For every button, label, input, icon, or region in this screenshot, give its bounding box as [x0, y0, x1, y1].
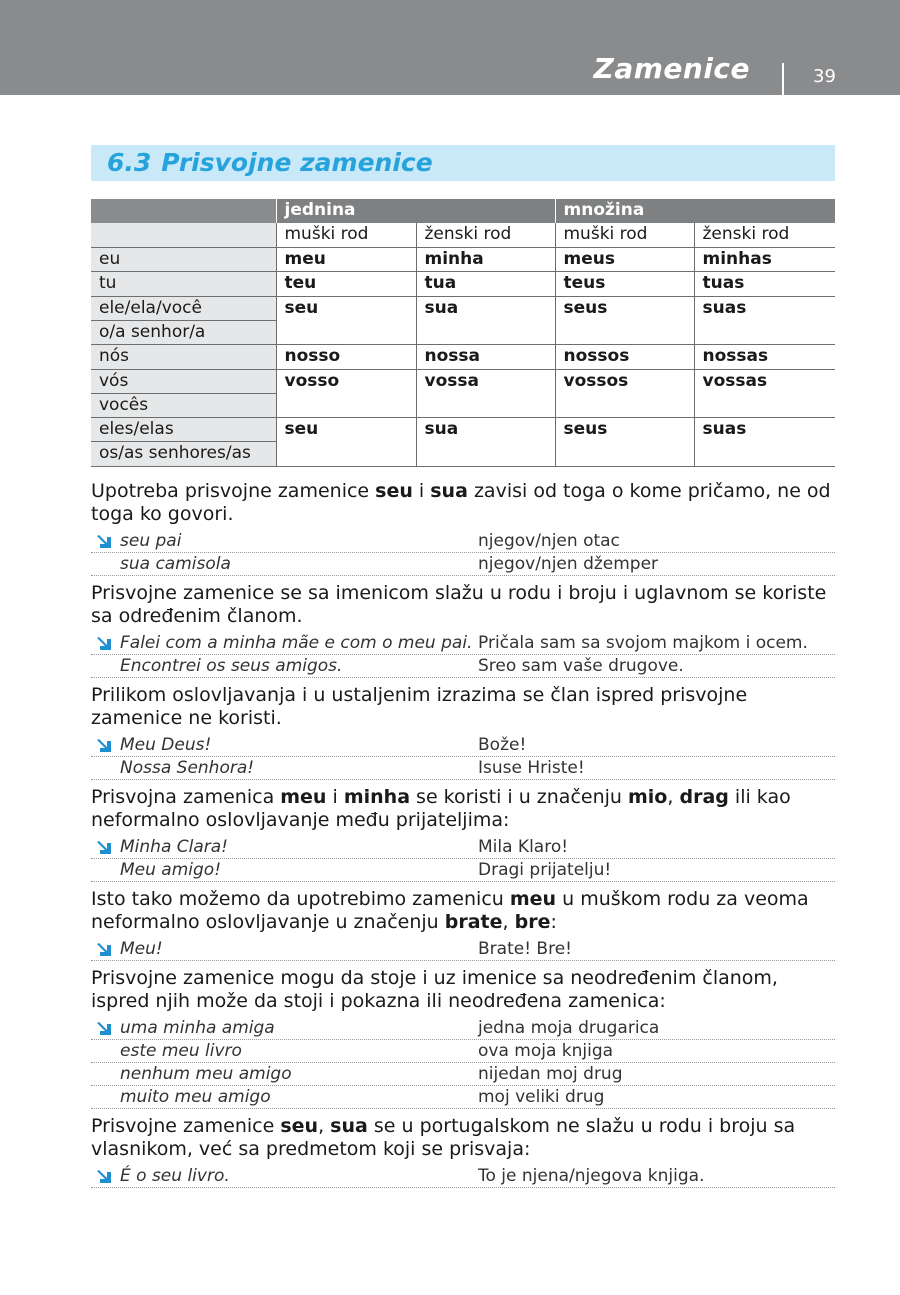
table-row [91, 345, 835, 369]
form-cell: nossos [555, 345, 694, 369]
person-cell: eu [91, 248, 276, 272]
example-translation: ova moja knjiga [478, 1041, 614, 1061]
paragraph-text: Isto tako možemo da upotrebimo zamenicu [91, 888, 510, 910]
example-portuguese: sua camisola [120, 554, 231, 574]
form-cell: teus [555, 272, 694, 296]
example-portuguese: uma minha amiga [120, 1018, 275, 1038]
example-translation: Mila Klaro! [478, 837, 569, 857]
arrow-down-right-icon [97, 940, 115, 958]
form-cell: sua [416, 418, 555, 467]
example-translation: Pričala sam sa svojom majkom i ocem. [478, 633, 808, 653]
example-translation: moj veliki drug [478, 1087, 605, 1107]
paragraph-text: Upotreba prisvojne zamenice [91, 480, 376, 502]
emphasized-term: brate [444, 911, 503, 933]
form-cell: nossa [416, 345, 555, 369]
example-row [91, 1017, 835, 1040]
paragraph-text: zavisi od toga o kome pričamo, ne od toga ko govori. [91, 480, 831, 525]
arrow-down-right-icon [97, 532, 115, 550]
example-row [91, 859, 835, 882]
emphasized-term: seu [280, 1115, 319, 1137]
pronoun-table [91, 199, 835, 467]
paragraph-text: i [326, 786, 344, 808]
paragraph-text: se koristi i u značenju [410, 786, 628, 808]
section-title: Prisvojne zamenice [161, 148, 433, 177]
example-portuguese: muito meu amigo [120, 1087, 271, 1107]
form-cell: seus [555, 296, 694, 345]
table-sub-header-row [91, 223, 835, 247]
example-list [91, 836, 835, 882]
paragraph-text: , [318, 1115, 331, 1137]
example-translation: nijedan moj drug [478, 1064, 623, 1084]
example-row [91, 1040, 835, 1063]
paragraph-text: , [667, 786, 680, 808]
section-heading [91, 145, 835, 181]
example-list [91, 938, 835, 961]
explanation-paragraph [91, 582, 835, 628]
explanation-paragraph [91, 786, 835, 832]
example-translation: njegov/njen otac [478, 531, 620, 551]
example-row [91, 655, 835, 678]
emphasized-term: meu [509, 888, 557, 910]
example-portuguese: Meu amigo! [120, 860, 222, 880]
example-row [91, 632, 835, 655]
paragraph-text: Prilikom oslovljavanja i u ustaljenim izrazima se član ispred prisvojne zamenice ne koristi. [91, 684, 748, 729]
sub-header: muški rod [276, 223, 416, 247]
form-cell: vosso [276, 369, 416, 418]
header-divider [782, 63, 784, 97]
form-cell: seu [276, 418, 416, 467]
person-cell: eles/elas [91, 418, 276, 442]
emphasized-term: seu [375, 480, 413, 502]
form-cell: tuas [694, 272, 835, 296]
group-header-singular: jednina [276, 199, 555, 223]
emphasized-term: minha [343, 786, 411, 808]
table-row [91, 369, 835, 393]
person-cell: vocês [91, 393, 276, 417]
emphasized-term: sua [430, 480, 468, 502]
paragraph-text: , [502, 911, 515, 933]
example-list [91, 734, 835, 780]
paragraph-text: ili kao neformalno oslovljavanje među prijateljima: [91, 786, 791, 831]
form-cell: nossas [694, 345, 835, 369]
paragraph-text: Prisvojna zamenica [91, 786, 281, 808]
sub-header: ženski rod [694, 223, 835, 247]
form-cell: meu [276, 248, 416, 272]
example-translation: jedna moja drugarica [478, 1018, 660, 1038]
form-cell: seus [555, 418, 694, 467]
paragraph-text: Prisvojne zamenice mogu da stoje i uz imenice sa neodređenim članom, ispred njih može da stoji i pokazna ili neodređena zamenica: [91, 967, 778, 1012]
person-cell: os/as senhores/as [91, 442, 276, 466]
form-cell: vossos [555, 369, 694, 418]
paragraph-text: : [550, 911, 557, 933]
explanation-paragraph [91, 480, 835, 526]
table-corner [91, 199, 276, 223]
example-row [91, 836, 835, 859]
example-row [91, 1063, 835, 1086]
emphasized-term: mio [628, 786, 668, 808]
example-list [91, 530, 835, 576]
sub-header: ženski rod [416, 223, 555, 247]
arrow-down-right-icon [97, 634, 115, 652]
example-row [91, 1165, 835, 1188]
form-cell: suas [694, 296, 835, 345]
paragraph-text: i [412, 480, 431, 502]
table-corner-sub [91, 223, 276, 247]
example-row [91, 1086, 835, 1109]
paragraph-text: u muškom rodu za veoma neformalno oslovljavanje u značenju [91, 888, 809, 933]
emphasized-term: sua [330, 1115, 368, 1137]
example-portuguese: nenhum meu amigo [120, 1064, 292, 1084]
paragraph-text: se u portugalskom ne slažu u rodu i broju sa vlasnikom, već sa predmetom koji se prisvaja: [91, 1115, 796, 1160]
form-cell: minha [416, 248, 555, 272]
paragraph-text: Prisvojne zamenice [91, 1115, 281, 1137]
table-row [91, 272, 835, 296]
example-portuguese: Falei com a minha mãe e com o meu pai. [120, 633, 473, 653]
example-translation: Bože! [478, 735, 527, 755]
person-cell: ele/ela/você [91, 296, 276, 320]
table-row [91, 296, 835, 320]
example-portuguese: Nossa Senhora! [120, 758, 255, 778]
explanation-paragraph [91, 967, 835, 1013]
emphasized-term: drag [679, 786, 729, 808]
explanation-paragraph [91, 1115, 835, 1161]
form-cell: vossa [416, 369, 555, 418]
example-portuguese: Minha Clara! [120, 837, 228, 857]
example-portuguese: É o seu livro. [120, 1166, 230, 1186]
example-translation: Sreo sam vaše drugove. [478, 656, 684, 676]
table-row [91, 248, 835, 272]
form-cell: tua [416, 272, 555, 296]
emphasized-term: meu [280, 786, 327, 808]
form-cell: seu [276, 296, 416, 345]
explanation-paragraph [91, 684, 835, 730]
person-cell: tu [91, 272, 276, 296]
example-row [91, 530, 835, 553]
form-cell: suas [694, 418, 835, 467]
section-number: 6.3 [107, 148, 152, 177]
example-translation: To je njena/njegova knjiga. [478, 1166, 705, 1186]
example-row [91, 553, 835, 576]
arrow-down-right-icon [97, 1167, 115, 1185]
example-list [91, 1165, 835, 1188]
page-number: 39 [813, 66, 836, 87]
explanations [91, 480, 835, 1194]
table-row [91, 418, 835, 442]
example-portuguese: Meu Deus! [120, 735, 212, 755]
sub-header: muški rod [555, 223, 694, 247]
example-list [91, 632, 835, 678]
form-cell: teu [276, 272, 416, 296]
paragraph-text: Prisvojne zamenice se sa imenicom slažu u rodu i broju i uglavnom se koriste sa određenim članom. [91, 582, 827, 627]
form-cell: sua [416, 296, 555, 345]
example-portuguese: seu pai [120, 531, 182, 551]
example-portuguese: este meu livro [120, 1041, 242, 1061]
example-row [91, 757, 835, 780]
example-translation: Brate! Bre! [478, 939, 572, 959]
explanation-paragraph [91, 888, 835, 934]
example-translation: njegov/njen džemper [478, 554, 659, 574]
example-list [91, 1017, 835, 1109]
person-cell: o/a senhor/a [91, 320, 276, 344]
example-translation: Dragi prijatelju! [478, 860, 612, 880]
emphasized-term: bre [514, 911, 551, 933]
page-header [0, 0, 900, 95]
arrow-down-right-icon [97, 838, 115, 856]
example-row [91, 734, 835, 757]
arrow-down-right-icon [97, 736, 115, 754]
example-row [91, 938, 835, 961]
group-header-plural: množina [555, 199, 835, 223]
person-cell: vós [91, 369, 276, 393]
person-cell: nós [91, 345, 276, 369]
example-portuguese: Encontrei os seus amigos. [120, 656, 343, 676]
form-cell: meus [555, 248, 694, 272]
form-cell: minhas [694, 248, 835, 272]
example-portuguese: Meu! [120, 939, 163, 959]
form-cell: nosso [276, 345, 416, 369]
form-cell: vossas [694, 369, 835, 418]
example-translation: Isuse Hriste! [478, 758, 585, 778]
arrow-down-right-icon [97, 1019, 115, 1037]
chapter-title: Zamenice [593, 52, 750, 85]
table-group-header-row [91, 199, 835, 223]
